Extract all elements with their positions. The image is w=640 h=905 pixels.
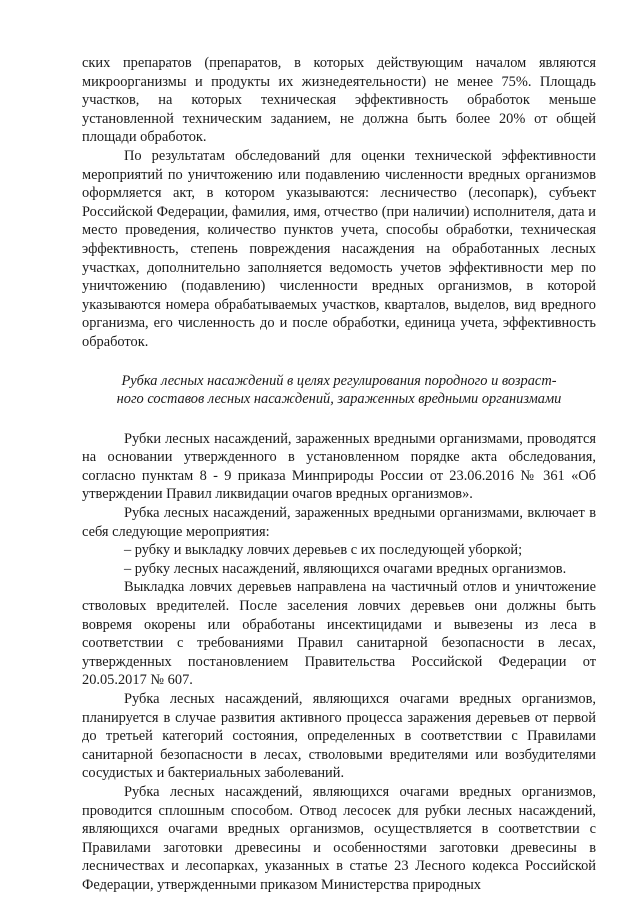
paragraph-2: По результатам обследований для оценки технической эффективности мероприятий по уничтожению или подавлению численности вредных организмов оформляется акт, в котором указываются: лесничество (лесопарк), субъект Российской Федерации, фамилия, имя, отчество (при наличии) исполнителя, дата и место проведения, количество пунктов учета, способы обработки, техническая эффективность, степень повреждения насаждения на обработанных лесных участках, дополнительно заполняется ведомость учетов эффективности мер по уничтожению (подавлению) численности вредных организмов, в которой указываются номера обрабатываемых участков, кварталов, выделов, вид вредного организма, его численность до и после обработки, единица учета, эффективность обработок. xyxy=(82,147,596,350)
section-heading xyxy=(82,372,596,409)
paragraph-4: Рубка лесных насаждений, зараженных вредными организмами, включает в себя следующие мероприятия: xyxy=(82,505,596,540)
section-heading-line-1: Рубка лесных насаждений в целях регулирования породного и возраст- xyxy=(121,372,557,389)
document-page xyxy=(82,54,596,895)
paragraph-5: Выкладка ловчих деревьев направлена на частичный отлов и уничтожение стволовых вредителей. После заселения ловчих деревьев они должны быть вовремя окорены или обработаны инсектицидами и вывезены из леса в соответствии с требованиями Правил санитарной безопасности в лесах, утвержденных постановлением Правительства Российской Федерации от 20.05.2017 № 607. xyxy=(82,579,596,689)
paragraph-6: Рубка лесных насаждений, являющихся очагами вредных организмов, планируется в случае развития активного процесса заражения деревьев от первой до третьей категорий состояния, определенных в соответствии с Правилами санитарной безопасности в лесах, стволовыми вредителями или возбудителями сосудистых и бактериальных заболеваний. xyxy=(82,691,596,782)
list-item-2: – рубку лесных насаждений, являющихся очагами вредных организмов. xyxy=(124,560,567,577)
paragraph-1: ских препаратов (препаратов, в которых действующим началом являются микроорганизмы и продукты их жизнедеятельности) не менее 75%. Площадь участков, на которых техническая эффективность обработок меньше установленной техническим заданием, не должна быть более 20% от общей площади обработок. xyxy=(82,55,596,146)
paragraph-3: Рубки лесных насаждений, зараженных вредными организмами, проводятся на основании утвержденного в установленном порядке акта обследования, согласно пунктам 8 - 9 приказа Минприроды России от 23.06.2016 № 361 «Об утверждении Правил ликвидации очагов вредных организмов». xyxy=(82,430,596,503)
list-item-1: – рубку и выкладку ловчих деревьев с их последующей уборкой; xyxy=(124,542,523,559)
paragraph-7: Рубка лесных насаждений, являющихся очагами вредных организмов, проводится сплошным способом. Отвод лесосек для рубки лесных насаждений, являющихся очагами вредных организмов, осуществляется в соответствии с Правилами заготовки древесины и особенностями заготовки древесины в лесничествах и лесопарках, указанных в статье 23 Лесного кодекса Российской Федерации, утвержденными приказом Министерства природных xyxy=(82,783,596,893)
section-heading-line-2: ного составов лесных насаждений, зараженных вредными организмами xyxy=(116,391,562,408)
